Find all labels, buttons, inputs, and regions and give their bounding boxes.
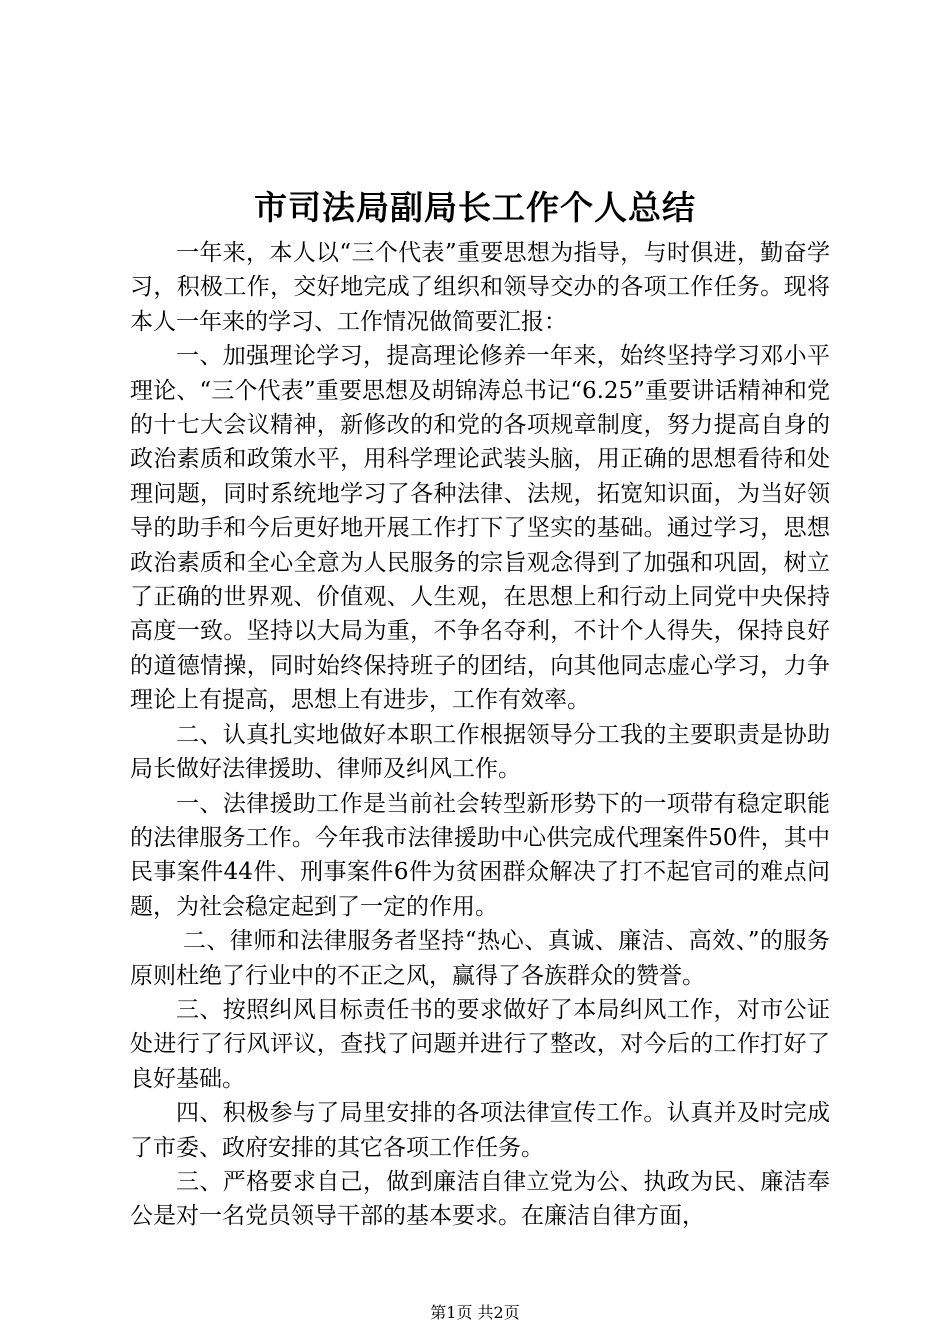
paragraph-theory-study: 一、加强理论学习，提高理论修养一年来，始终坚持学习邓小平理论、“三个代表”重要思想及胡锦涛总书记“6.25”重要讲话精神和党的十七大会议精神，新修改的和党的各项规章制度，努力提高自身的政治素质和政策水平，用科学理论武装头脑，用正确的思想看待和处理问题，同时系统地学习了各种法律、法规，拓宽知识面，为当好领导的助手和今后更好地开展工作打下了坚实的基础。通过学习，思想政治素质和全心全意为人民服务的宗旨观念得到了加强和巩固，树立了正确的世界观、价值观、人生观，在思想上和行动上同党中央保持高度一致。坚持以大局为重，不争名夺利，不计个人得失，保持良好的道德情操，同时始终保持班子的团结，向其他同志虚心学习，力争理论上有提高，思想上有进步，工作有效率。 [130,343,830,714]
paragraph-duties: 二、认真扎实地做好本职工作根据领导分工我的主要职责是协助局长做好法律援助、律师及纠风工作。 [130,721,830,783]
paragraph-legal-publicity: 四、积极参与了局里安排的各项法律宣传工作。认真并及时完成了市委、政府安排的其它各项工作任务。 [130,1100,830,1161]
paragraph-legal-aid: 一、法律援助工作是当前社会转型新形势下的一项带有稳定职能的法律服务工作。今年我市法律援助中心供完成代理案件50件，其中民事案件44件、刑事案件6件为贫困群众解决了打不起官司的难点问题，为社会稳定起到了一定的作用。 [130,790,830,920]
document-body [130,236,830,1234]
page-footer: 第1页 共2页 [430,1303,520,1322]
document-title: 市司法局副局长工作个人总结 [254,188,696,227]
paragraph-lawyers: 二、律师和法律服务者坚持“热心、真诚、廉洁、高效、”的服务原则杜绝了行业中的不正之风，赢得了各族群众的赞誉。 [130,928,830,989]
paragraph-self-discipline: 三、严格要求自己，做到廉洁自律立党为公、执政为民、廉洁奉公是对一名党员领导干部的基本要求。在廉洁自律方面， [130,1168,830,1230]
paragraph-rectification: 三、按照纠风目标责任书的要求做好了本局纠风工作，对市公证处进行了行风评议，查找了问题并进行了整改，对今后的工作打好了良好基础。 [130,996,830,1092]
paragraph-intro: 一年来，本人以“三个代表”重要思想为指导，与时俱进，勤奋学习，积极工作，交好地完成了组织和领导交办的各项工作任务。现将本人一年来的学习、工作情况做简要汇报： [130,240,830,335]
